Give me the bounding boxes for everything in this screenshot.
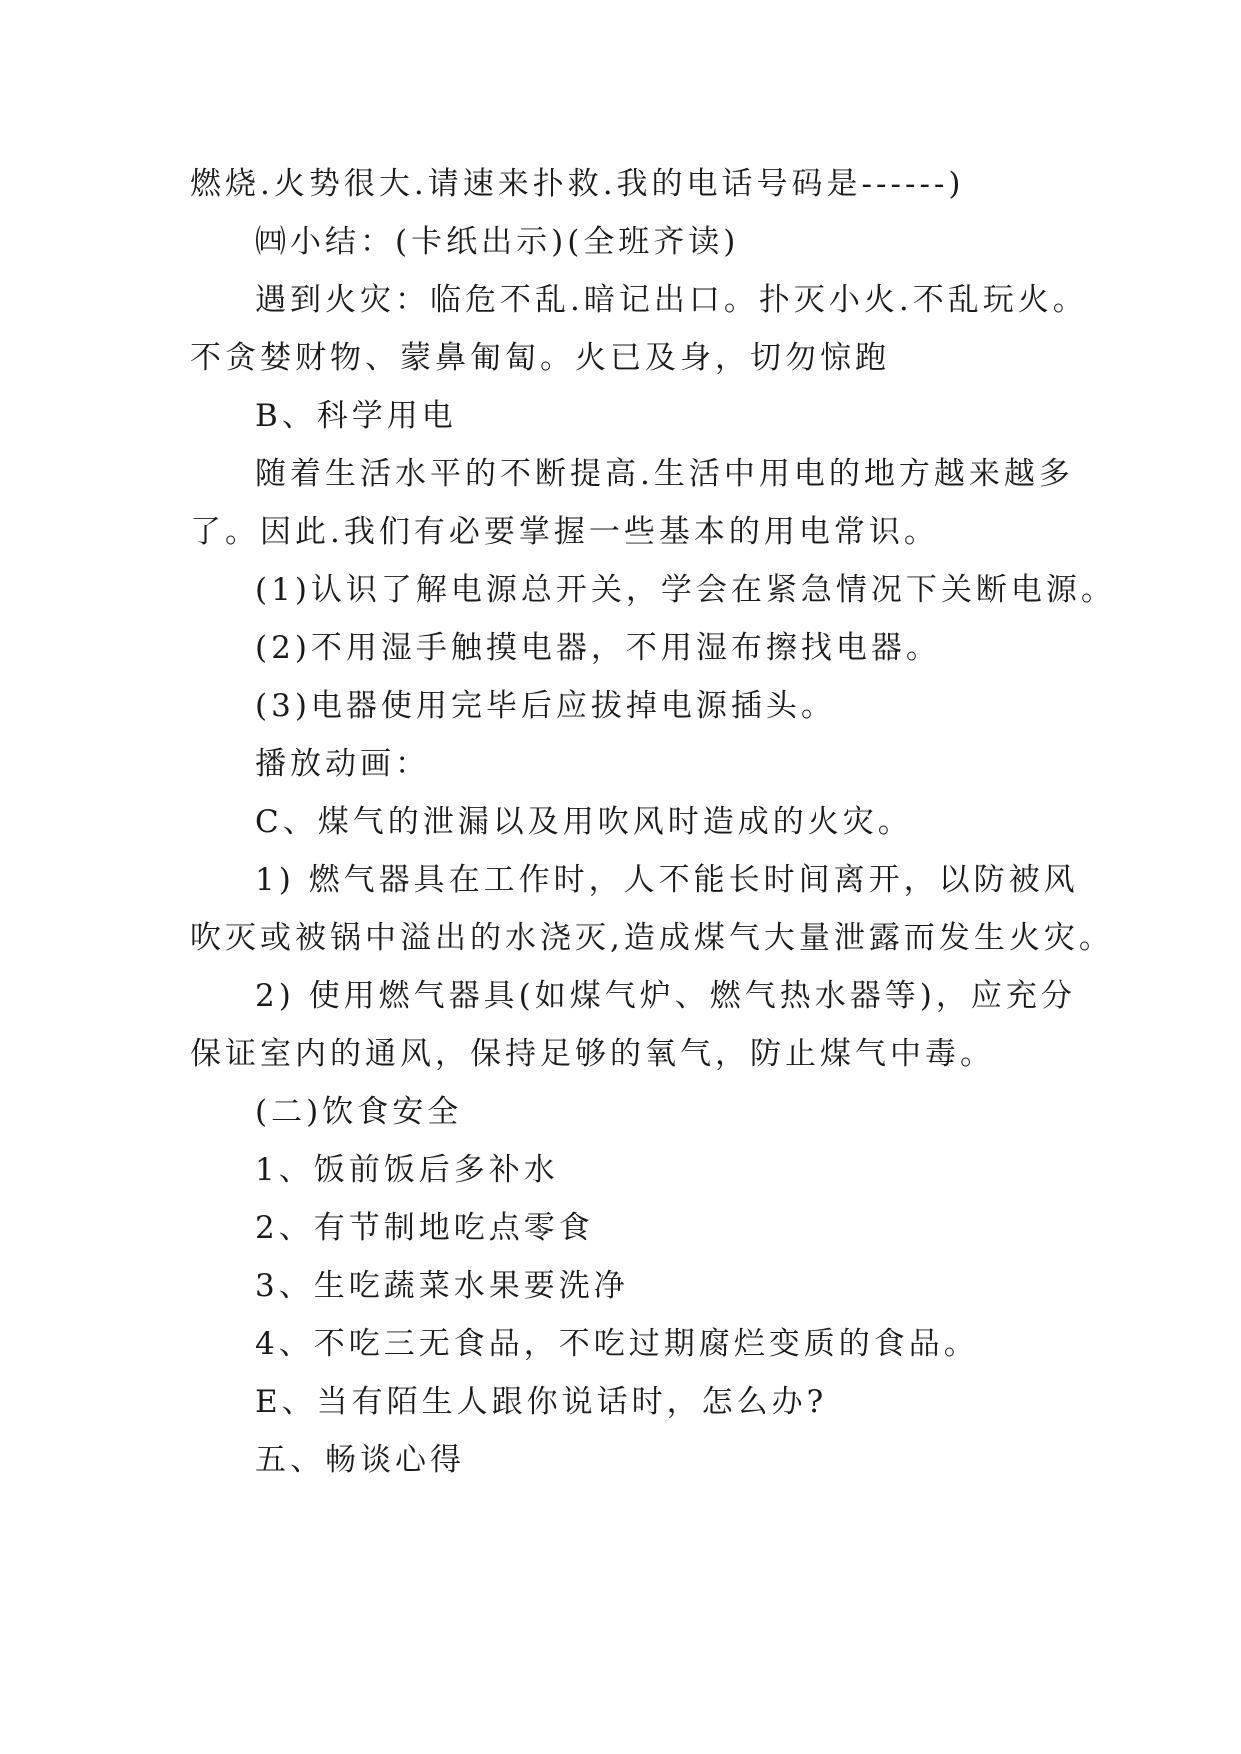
text-line: 了。因此.我们有必要掌握一些基本的用电常识。: [190, 514, 939, 550]
text-line: (2)不用湿手触摸电器，不用湿布擦找电器。: [255, 630, 941, 666]
text-line: 4、不吃三无食品，不吃过期腐烂变质的食品。: [255, 1326, 979, 1362]
text-line: C、煤气的泄漏以及用吹风时造成的火灾。: [255, 804, 913, 840]
text-line: B、科学用电: [255, 398, 457, 434]
text-line: 保证室内的通风，保持足够的氧气，防止煤气中毒。: [190, 1036, 995, 1072]
text-line: 五、畅谈心得: [255, 1442, 465, 1478]
text-line: 随着生活水平的不断提高.生活中用电的地方越来越多: [255, 456, 1074, 492]
text-line: (3)电器使用完毕后应拔掉电源插头。: [255, 688, 836, 724]
text-line: 1、饭前饭后多补水: [255, 1152, 559, 1188]
text-line: (1)认识了解电源总开关，学会在紧急情况下关断电源。: [255, 572, 1116, 608]
text-line: (二)饮食安全: [255, 1094, 463, 1130]
text-line: 不贪婪财物、蒙鼻匍匐。火已及身，切勿惊跑: [190, 340, 890, 376]
text-line: 1) 燃气器具在工作时，人不能长时间离开，以防被风: [255, 862, 1079, 898]
text-line: 2) 使用燃气器具(如煤气炉、燃气热水器等)，应充分: [255, 978, 1076, 1014]
text-line: 3、生吃蔬菜水果要洗净: [255, 1268, 629, 1304]
text-line: 遇到火灾：临危不乱.暗记出口。扑灭小火.不乱玩火。: [255, 282, 1088, 318]
text-line: E、当有陌生人跟你说话时，怎么办?: [255, 1384, 828, 1420]
text-line: 播放动画：: [255, 746, 430, 782]
text-line: 燃烧.火势很大.请速来扑救.我的电话号码是------): [190, 166, 965, 202]
text-line: 2、有节制地吃点零食: [255, 1210, 594, 1246]
text-line: ㈣小结：(卡纸出示)(全班齐读): [255, 224, 740, 260]
text-line: 吹灭或被锅中溢出的水浇灭,造成煤气大量泄露而发生火灾。: [190, 920, 1114, 956]
